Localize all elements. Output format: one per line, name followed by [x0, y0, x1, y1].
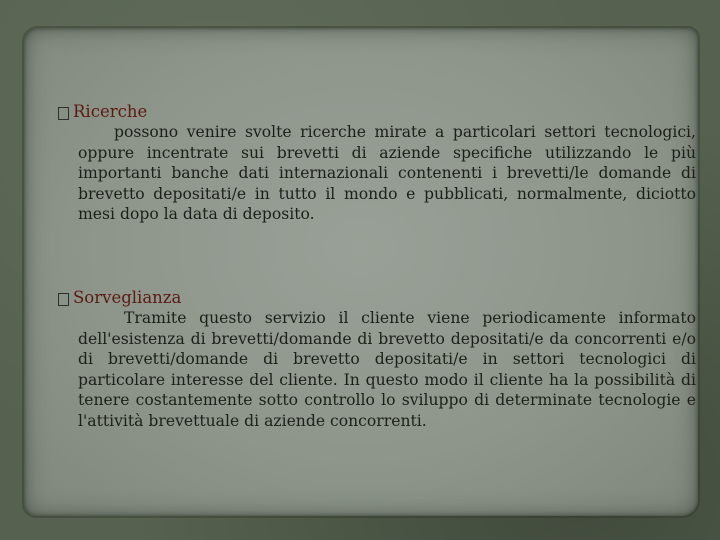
section-body-sorveglianza: Tramite questo servizio il cliente viene periodicamente informato dell'esistenza di brevetti/domande di brevetto depositati/e da concorrenti e/o di brevetti/domande di brevetto depositati/e in settori tecnologici di particolare interesse del cliente. In questo modo il cliente ha la possibilità di tenere costantemente sotto controllo lo sviluppo di determinate tecnologie e l'attività brevettuale di aziende concorrenti.	[78, 309, 696, 430]
section-title-sorveglianza: Sorveglianza	[73, 288, 182, 307]
bullet-square-icon	[58, 293, 69, 306]
parchment-panel	[24, 28, 698, 516]
section-title-ricerche: Ricerche	[73, 102, 148, 121]
bullet-square-icon	[58, 107, 69, 120]
section-heading	[58, 102, 698, 122]
section-heading	[58, 288, 698, 308]
section-sorveglianza	[58, 288, 698, 432]
section-body-ricerche: possono venire svolte ricerche mirate a particolari settori tecnologici, oppure incentrate sui brevetti di aziende specifiche utilizzando le più importanti banche dati internazionali contenenti i brevetti/le domande di brevetto depositati/e in tutto il mondo e pubblicati, normalmente, diciotto mesi dopo la data di deposito.	[78, 123, 696, 224]
section-ricerche	[58, 102, 698, 225]
